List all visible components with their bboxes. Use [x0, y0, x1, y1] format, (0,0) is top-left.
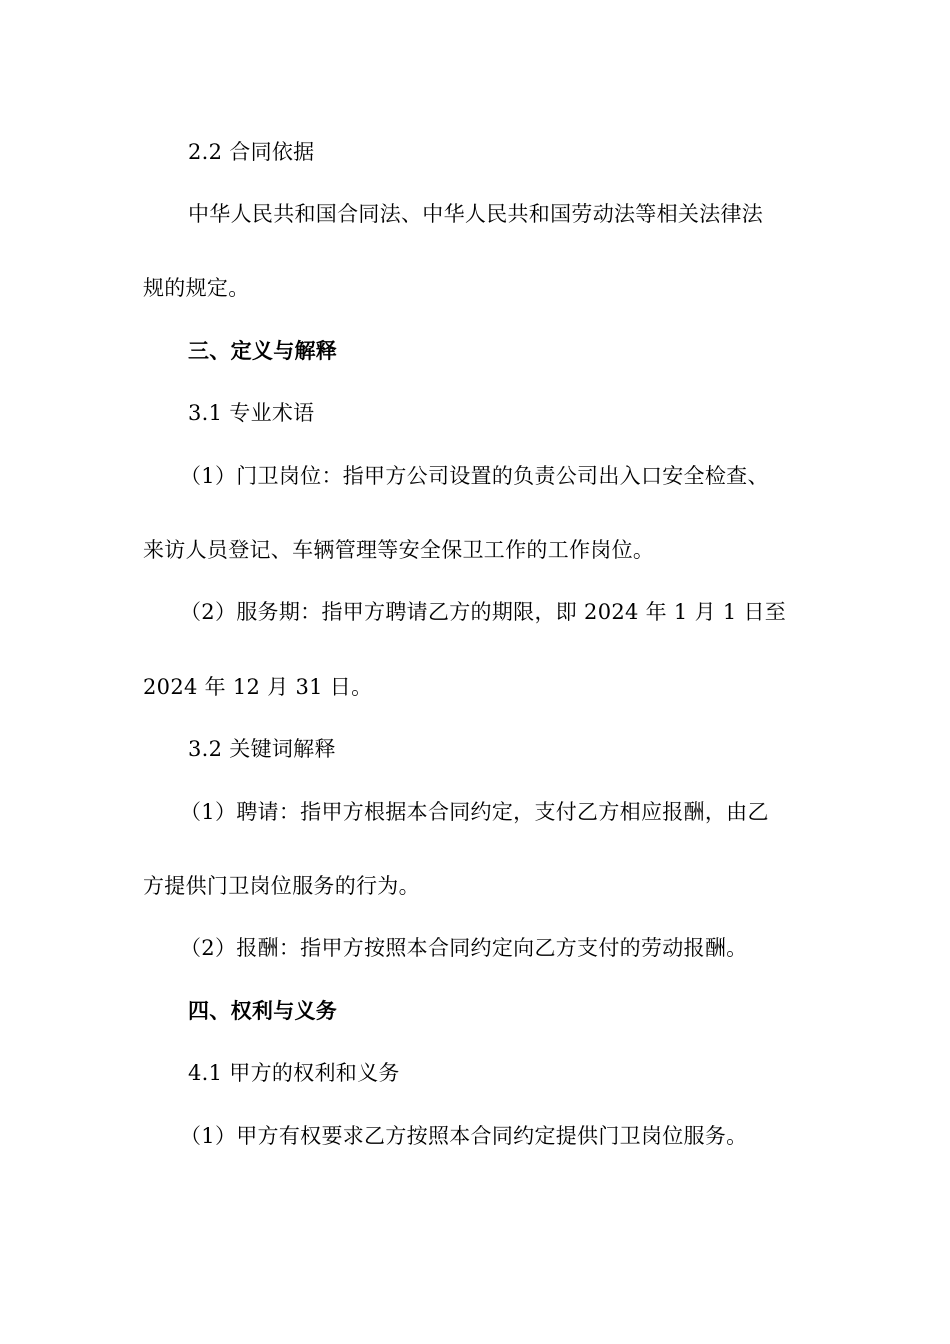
paragraph-line: 方提供门卫岗位服务的行为。	[143, 874, 420, 898]
section-3-1-heading: 3.1 专业术语	[188, 401, 315, 425]
section-3-heading: 三、定义与解释	[188, 338, 338, 363]
paragraph-line: （2）服务期：指甲方聘请乙方的期限，即 2024 年 1 月 1 日至	[180, 600, 787, 624]
paragraph-line: 来访人员登记、车辆管理等安全保卫工作的工作岗位。	[143, 538, 655, 562]
paragraph-line: （1）聘请：指甲方根据本合同约定，支付乙方相应报酬，由乙	[180, 800, 769, 824]
section-4-heading: 四、权利与义务	[188, 998, 338, 1023]
paragraph-line: （1）甲方有权要求乙方按照本合同约定提供门卫岗位服务。	[180, 1124, 748, 1148]
section-2-2-heading: 2.2 合同依据	[188, 140, 315, 164]
paragraph-line: （2）报酬：指甲方按照本合同约定向乙方支付的劳动报酬。	[180, 936, 748, 960]
section-4-1-heading: 4.1 甲方的权利和义务	[188, 1061, 400, 1085]
paragraph-line: 2024 年 12 月 31 日。	[143, 675, 373, 699]
section-3-2-heading: 3.2 关键词解释	[188, 737, 336, 761]
paragraph-line: 中华人民共和国合同法、中华人民共和国劳动法等相关法律法	[188, 202, 764, 226]
paragraph-line: 规的规定。	[143, 276, 250, 300]
paragraph-line: （1）门卫岗位：指甲方公司设置的负责公司出入口安全检查、	[180, 464, 769, 488]
